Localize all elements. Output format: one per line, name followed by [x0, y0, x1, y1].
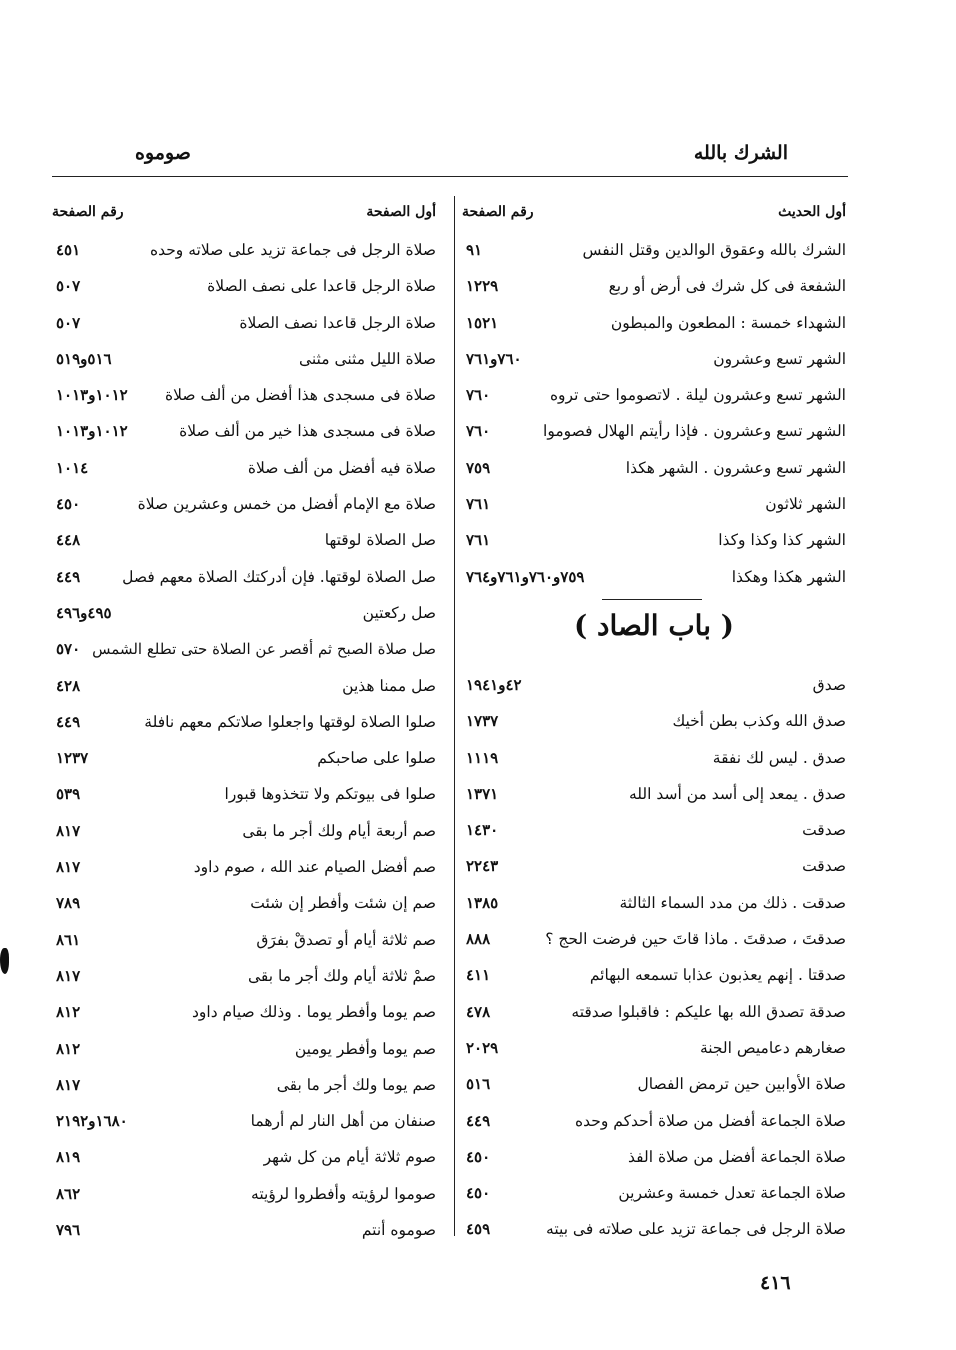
entry-page: ٨١٧: [56, 1075, 81, 1094]
section-rule: [602, 599, 702, 600]
entry-page: ١٠١٢و١٠١٣: [56, 386, 128, 405]
running-head-left: صوموه: [135, 142, 191, 164]
entry-text: صدقتَ ، صدقتَ . ماذا قاتَ حين فرضت الحج ؟: [545, 930, 846, 949]
index-entry: [462, 703, 846, 739]
entry-text: الشرك بالله وعقوق الوالدين وقتل النفس: [582, 241, 846, 259]
index-entry: [52, 1103, 436, 1139]
entry-page: ٨١٧: [56, 821, 81, 840]
index-entry: [52, 885, 436, 921]
entry-text: صلاة الليل مثنى مثنى: [298, 349, 436, 368]
column-divider: [454, 196, 455, 1236]
index-entry: [462, 268, 846, 304]
entry-page: ٤٥١: [56, 241, 81, 259]
entry-text: صل الصلاة لوقتها: [324, 531, 436, 550]
index-entry: [52, 305, 436, 341]
entry-page: ١٣٧١: [466, 784, 499, 803]
entry-text: صم ثلاثة أيام أو تصدقْ بفرَق: [256, 930, 436, 949]
right-head-page: رقم الصفحة: [462, 204, 534, 220]
index-entry: [462, 667, 846, 703]
entry-page: ١٦٨٠و٢١٩٢: [56, 1112, 128, 1131]
index-entry: [52, 704, 436, 740]
index-entry: [52, 776, 436, 812]
index-entry: [462, 1103, 846, 1139]
right-column-header: [462, 198, 846, 232]
entry-text: صل صلاة الصبح ثم أقصر عن الصلاة حتى تطلع الشمس: [92, 640, 436, 659]
index-entry: [462, 305, 846, 341]
entry-text: صل الصلاة لوقتها. فإن أدركتك الصلاة معهم فصل: [122, 567, 436, 586]
entry-text: صم أربعة أيام ولك أجر ما بقى: [242, 821, 436, 840]
entry-page: ٧٩٦: [56, 1221, 81, 1240]
index-entry: [52, 522, 436, 558]
index-entry: [52, 813, 436, 849]
left-column: [52, 198, 436, 1248]
entry-text: صدقة تصدق الله بها عليكم : فاقبلوا صدقته: [571, 1002, 846, 1021]
entry-page: ٧٥٩و٧٦٠و٧٦١و٧٦٤: [466, 567, 585, 586]
entry-text: صم يوما وأفطر يومين: [294, 1039, 436, 1058]
entry-page: ٥٠٧: [56, 313, 81, 332]
entry-page: ٧٦٠: [466, 422, 491, 441]
entry-page: ٤٩٥و٤٩٦: [56, 603, 112, 622]
entry-text: صدق: [812, 675, 846, 694]
index-entry: [462, 522, 846, 558]
entry-text: صلاة الجماعة أفضل من صلاة الفذ: [628, 1147, 846, 1166]
entry-text: الشفعة فى كل شرك فى أرض أو ربع: [608, 277, 846, 296]
entry-page: ٤٥٠: [466, 1184, 491, 1203]
entry-page: ٤٤٩: [466, 1111, 491, 1130]
entry-text: صوم ثلاثة أيام من كل شهر: [263, 1148, 436, 1167]
entry-page: ٢٢٤٣: [466, 857, 499, 876]
entry-text: الشهر تسع وعشرون . الشهر هكذا: [625, 458, 846, 477]
entry-page: ٧٦٠: [466, 386, 491, 405]
index-entry: [462, 812, 846, 848]
entry-page: ٧٦١: [466, 531, 491, 550]
entry-page: ٤٥٠: [56, 495, 81, 514]
entry-text: الشهر ثلاثون: [765, 495, 846, 514]
index-entry: [462, 740, 846, 776]
entry-page: ١٠١٢و١٠١٣: [56, 422, 128, 441]
entry-text: صلاة الأوابين حين ترمض الفصال: [637, 1075, 846, 1094]
entry-text: صم يوما وأفطر يوما . وذلك صيام داود: [192, 1003, 436, 1022]
entry-text: صغارهم دعاميص الجنة: [699, 1038, 846, 1057]
entry-text: صدقتا . إنهم يعذبون عذابا تسمعه البهائم: [589, 966, 846, 985]
entry-text: صدق . يمعد إلى أسد من أسد الله: [628, 784, 846, 803]
index-entry: [462, 921, 846, 957]
entry-text: صدقت: [802, 821, 846, 840]
left-rows: [52, 232, 436, 1248]
index-entry: [462, 1139, 846, 1175]
index-entry: [462, 450, 846, 486]
index-entry: [52, 1139, 436, 1175]
entry-text: صلاة فى مسجدى هذا خير من ألف صلاة: [179, 422, 436, 441]
section-title: ( باب الصاد ): [573, 608, 734, 642]
index-entry: [52, 232, 436, 268]
entry-text: صلاة الجماعة أفضل من صلاة أحدكم وحده: [575, 1111, 846, 1130]
page-number: ٤١٦: [760, 1272, 791, 1294]
index-entry: [462, 776, 846, 812]
entry-text: صل ركعتين: [362, 603, 436, 622]
entry-page: ١٢٣٧: [56, 749, 89, 768]
index-entry: [52, 1176, 436, 1212]
left-column-header: [52, 198, 436, 232]
entry-page: ٩١: [466, 241, 483, 259]
entry-text: صدق الله وكذب بطن أخيك: [672, 712, 846, 731]
entry-page: ٤٢و١٩٤١: [466, 675, 522, 694]
entry-text: صدقت: [802, 857, 846, 876]
entry-page: ٤٥٩: [466, 1220, 491, 1239]
index-entry: [52, 1212, 436, 1248]
entry-text: صلاة مع الإمام أفضل من خمس وعشرين صلاة: [137, 495, 436, 514]
entry-page: ٨٨٨: [466, 930, 491, 949]
index-entry: [462, 1030, 846, 1066]
ink-mark: [0, 948, 9, 974]
entry-page: ٥٣٩: [56, 785, 81, 804]
index-entry: [52, 922, 436, 958]
index-entry: [52, 994, 436, 1030]
entry-text: الشهر تسع وعشرون ليلة . لاتصوموا حتى تروه: [549, 386, 846, 405]
entry-page: ٤٧٨: [466, 1002, 491, 1021]
entry-text: صدق . ليس لك نفقة: [712, 748, 846, 767]
entry-text: الشهر هكذا وهكذا: [731, 567, 846, 586]
entry-page: ٤٤٨: [56, 531, 81, 550]
section-heading: [462, 595, 846, 667]
right-rows-after: [462, 667, 846, 1248]
entry-text: صوموا لرؤيته وأفطروا لرؤيته: [251, 1184, 436, 1203]
entry-text: الشهداء خمسة : المطعون والمبطون: [610, 313, 846, 332]
index-entry: [52, 450, 436, 486]
index-entry: [52, 559, 436, 595]
index-entry: [462, 885, 846, 921]
entry-page: ٧٦١: [466, 495, 491, 514]
entry-page: ١٥٢١: [466, 313, 499, 332]
index-entry: [52, 1031, 436, 1067]
entry-page: ٨١٧: [56, 966, 81, 985]
index-entry: [52, 849, 436, 885]
entry-text: الشهر تسع وعشرون . فإذا رأيتم الهلال فصوموا: [543, 422, 846, 441]
right-column: [462, 198, 846, 1248]
entry-page: ٢٠٢٩: [466, 1038, 499, 1057]
entry-page: ٧٦٠و٧٦١: [466, 349, 522, 368]
index-entry: [462, 559, 846, 595]
index-entry: [52, 668, 436, 704]
entry-text: صلوا على صاحبكم: [317, 749, 436, 768]
index-entry: [52, 341, 436, 377]
index-entry: [462, 413, 846, 449]
entry-page: ٤٢٨: [56, 676, 81, 695]
index-entry: [52, 1067, 436, 1103]
entry-page: ٥٠٧: [56, 277, 81, 296]
index-entry: [462, 486, 846, 522]
entry-text: صدقت . ذلك من مدد السماء الثالثة: [619, 893, 846, 912]
index-entry: [52, 268, 436, 304]
index-entry: [52, 377, 436, 413]
entry-page: ٤٥٠: [466, 1147, 491, 1166]
entry-text: صلاة فيه أفضل من ألف صلاة: [247, 458, 436, 477]
index-entry: [462, 341, 846, 377]
entry-page: ١٣٨٥: [466, 893, 499, 912]
entry-page: ٧٨٩: [56, 894, 81, 913]
left-head-first: أول الصفحة: [366, 204, 436, 220]
index-entry: [462, 1066, 846, 1102]
header-rule: [52, 176, 848, 177]
entry-page: ١٧٣٧: [466, 712, 499, 731]
entry-page: ٤١١: [466, 966, 491, 985]
entry-text: الشهر تسع وعشرون: [713, 349, 846, 368]
entry-page: ٤٤٩: [56, 712, 81, 731]
entry-page: ٨١٩: [56, 1148, 81, 1167]
entry-text: صم يوما ولك أجر ما بقى: [276, 1075, 436, 1094]
right-head-first: أول الحديث: [778, 204, 846, 220]
index-entry: [462, 377, 846, 413]
entry-page: ٨٦٢: [56, 1184, 81, 1203]
entry-page: ٥١٦و٥١٩: [56, 349, 112, 368]
entry-text: صلاة الرجل فى جماعة تزيد على صلاته فى بيته: [546, 1220, 846, 1239]
left-head-page: رقم الصفحة: [52, 204, 124, 220]
entry-text: صوموه أنتم: [361, 1221, 436, 1240]
entry-text: صنفان من أهل النار لم أرهما: [250, 1112, 436, 1131]
entry-text: صلاة الرجل فى جماعة تزيد على صلاته وحده: [149, 241, 436, 259]
entry-page: ٧٥٩: [466, 458, 491, 477]
index-entry: [52, 958, 436, 994]
index-entry: [462, 1211, 846, 1247]
entry-page: ١٢٢٩: [466, 277, 499, 296]
entry-text: صلوا الصلاة لوقتها واجعلوا صلاتكم معهم نافلة: [144, 712, 436, 731]
index-entry: [462, 957, 846, 993]
running-head-right: الشرك بالله: [693, 142, 788, 164]
entry-text: صل ممنا هذين: [342, 676, 436, 695]
entry-page: ٨١٢: [56, 1039, 81, 1058]
index-entry: [462, 848, 846, 884]
index-entry: [52, 631, 436, 667]
entry-page: ٨١٧: [56, 858, 81, 877]
entry-text: صلاة الجماعة تعدل خمسة وعشرين: [618, 1184, 846, 1203]
entry-text: صمْ ثلاثة أيام ولك أجر ما بقى: [248, 966, 436, 985]
entry-page: ١٤٣٠: [466, 821, 499, 840]
index-entry: [462, 1175, 846, 1211]
entry-page: ٥٧٠: [56, 640, 81, 659]
entry-page: ١١١٩: [466, 748, 499, 767]
entry-text: صلاة الرجل قاعدا على نصف الصلاة: [207, 277, 436, 296]
entry-text: صم أفضل الصيام عند الله ، صوم داود: [193, 858, 436, 877]
entry-text: صم إن شئت وأفطر إن شئت: [250, 894, 436, 913]
entry-page: ٥١٦: [466, 1075, 491, 1094]
index-entry: [52, 740, 436, 776]
entry-text: صلاة فى مسجدى هذا أفضل من ألف صلاة: [165, 386, 436, 405]
entry-page: ٨٦١: [56, 930, 81, 949]
entry-page: ٤٤٩: [56, 567, 81, 586]
right-rows-before: [462, 232, 846, 595]
entry-text: صلاة الرجل قاعدا نصف الصلاة: [239, 313, 436, 332]
index-entry: [52, 595, 436, 631]
entry-text: الشهر كذا وكذا وكذا: [718, 531, 846, 550]
entry-text: صلوا فى بيوتكم ولا تتخذوها قبورا: [224, 785, 436, 804]
index-entry: [462, 994, 846, 1030]
entry-page: ١٠١٤: [56, 458, 89, 477]
entry-page: ٨١٢: [56, 1003, 81, 1022]
index-entry: [462, 232, 846, 268]
index-entry: [52, 486, 436, 522]
index-entry: [52, 413, 436, 449]
